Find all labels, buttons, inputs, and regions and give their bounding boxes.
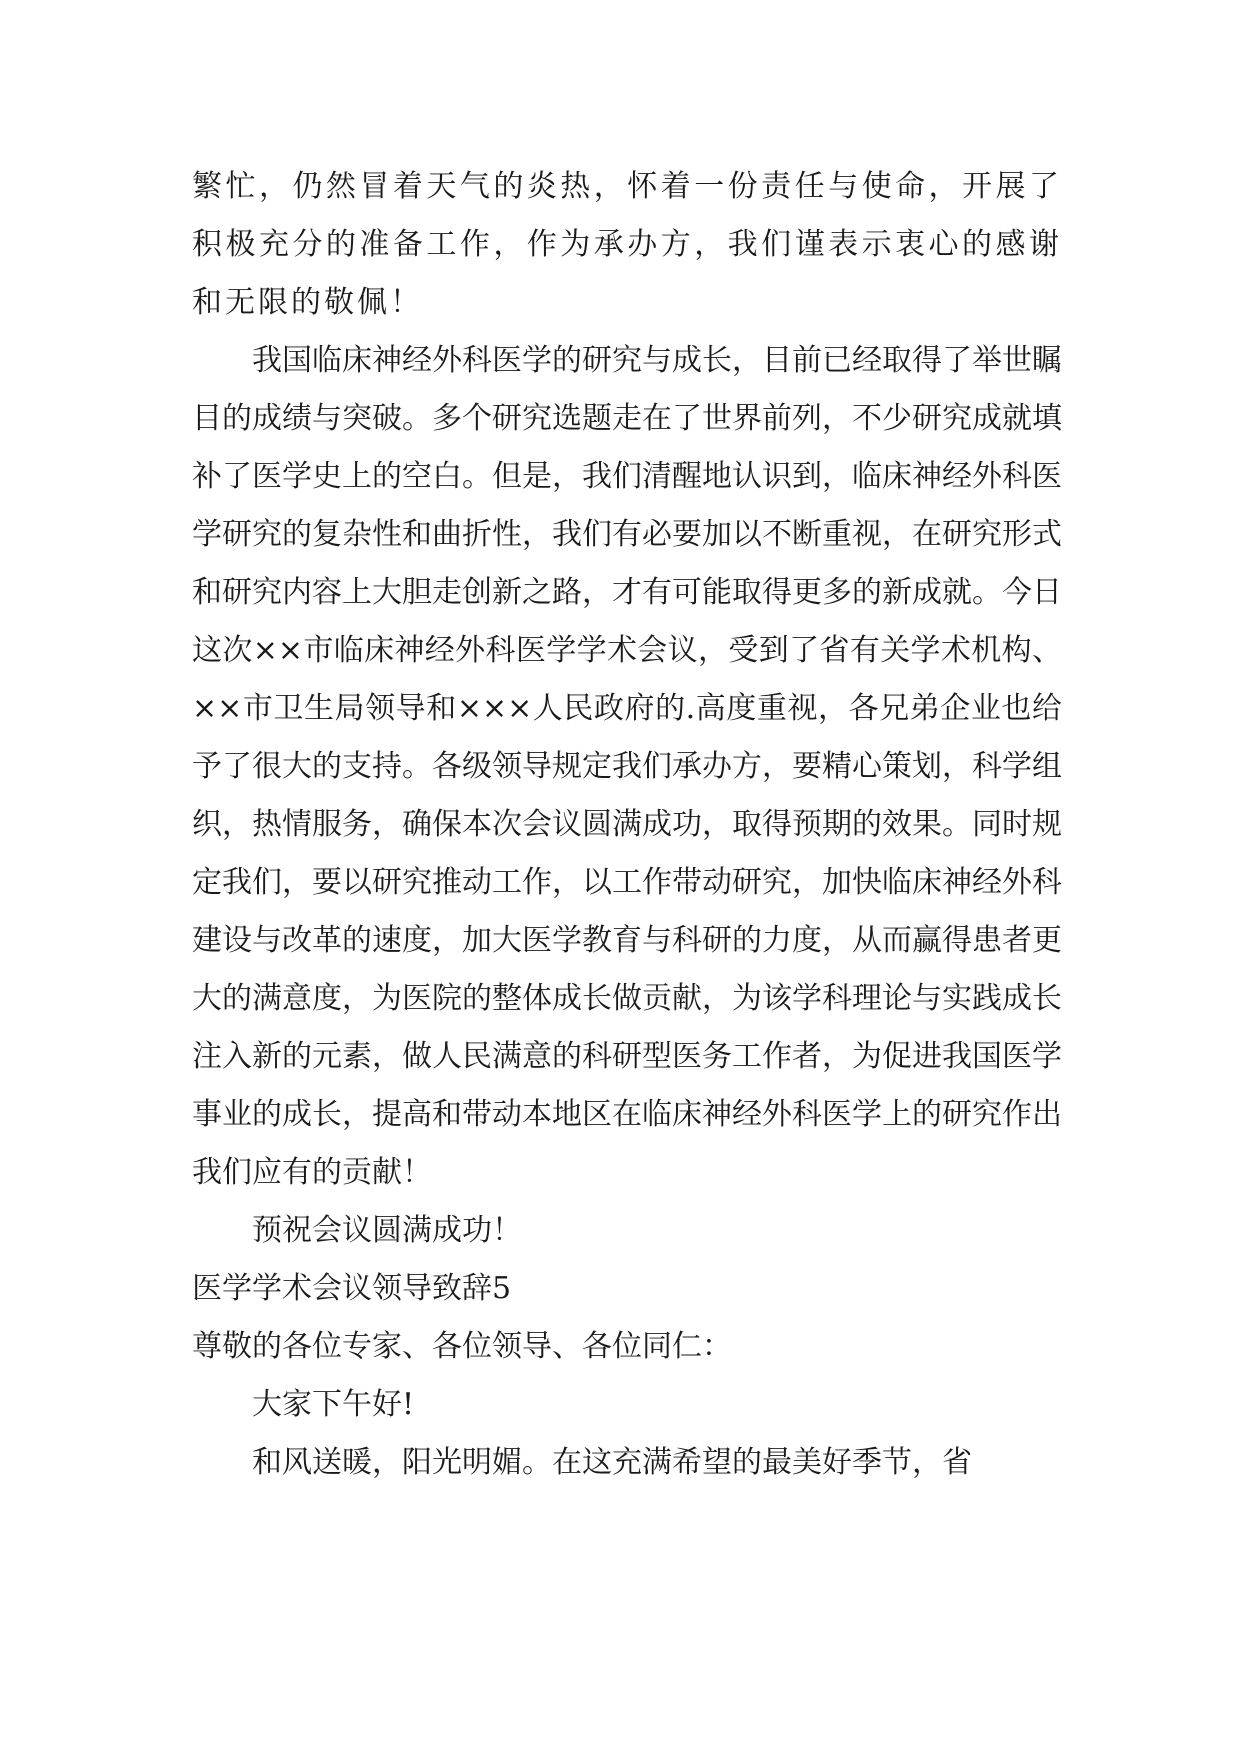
- paragraph-opening: 和风送暖，阳光明媚。在这充满希望的最美好季节，省: [252, 1445, 972, 1480]
- greeting: 大家下午好!: [252, 1387, 415, 1422]
- paragraph-research-progress: 我国临床神经外科医学的研究与成长，目前已经取得了举世瞩目的成绩与突破。多个研究选题走在了世界前列，不少研究成就填补了医学史上的空白。但是，我们清醒地认识到，临床神经外科医学研究的复杂性和曲折性，我们有必要加以不断重视，在研究形式和研究内容上大胆走创新之路，才有可能取得更多的新成就。今日这次××市临床神经外科医学学术会议，受到了省有关学术机构、××市卫生局领导和×××人民政府的.高度重视，各兄弟企业也给予了很大的支持。各级领导规定我们承办方，要精心策划，科学组织，热情服务，确保本次会议圆满成功，取得预期的效果。同时规定我们，要以研究推动工作，以工作带动研究，加快临床神经外科建设与改革的速度，加大医学教育与科研的力度，从而赢得患者更大的满意度，为医院的整体成长做贡献，为该学科理论与实践成长注入新的元素，做人民满意的科研型医务工作者，为促进我国医学事业的成长，提高和带动本地区在临床神经外科医学上的研究作出我们应有的贡献！: [192, 343, 1062, 1190]
- paragraph-wish-success: 预祝会议圆满成功！: [252, 1213, 522, 1248]
- paragraph-closing-thanks: 繁忙，仍然冒着天气的炎热，怀着一份责任与使命，开展了积极充分的准备工作，作为承办方，我们谨表示衷心的感谢和无限的敬佩！: [192, 169, 1062, 320]
- salutation: 尊敬的各位专家、各位领导、各位同仁：: [192, 1329, 732, 1364]
- section-heading: 医学学术会议领导致辞5: [192, 1271, 512, 1306]
- document-body: [192, 158, 1062, 1492]
